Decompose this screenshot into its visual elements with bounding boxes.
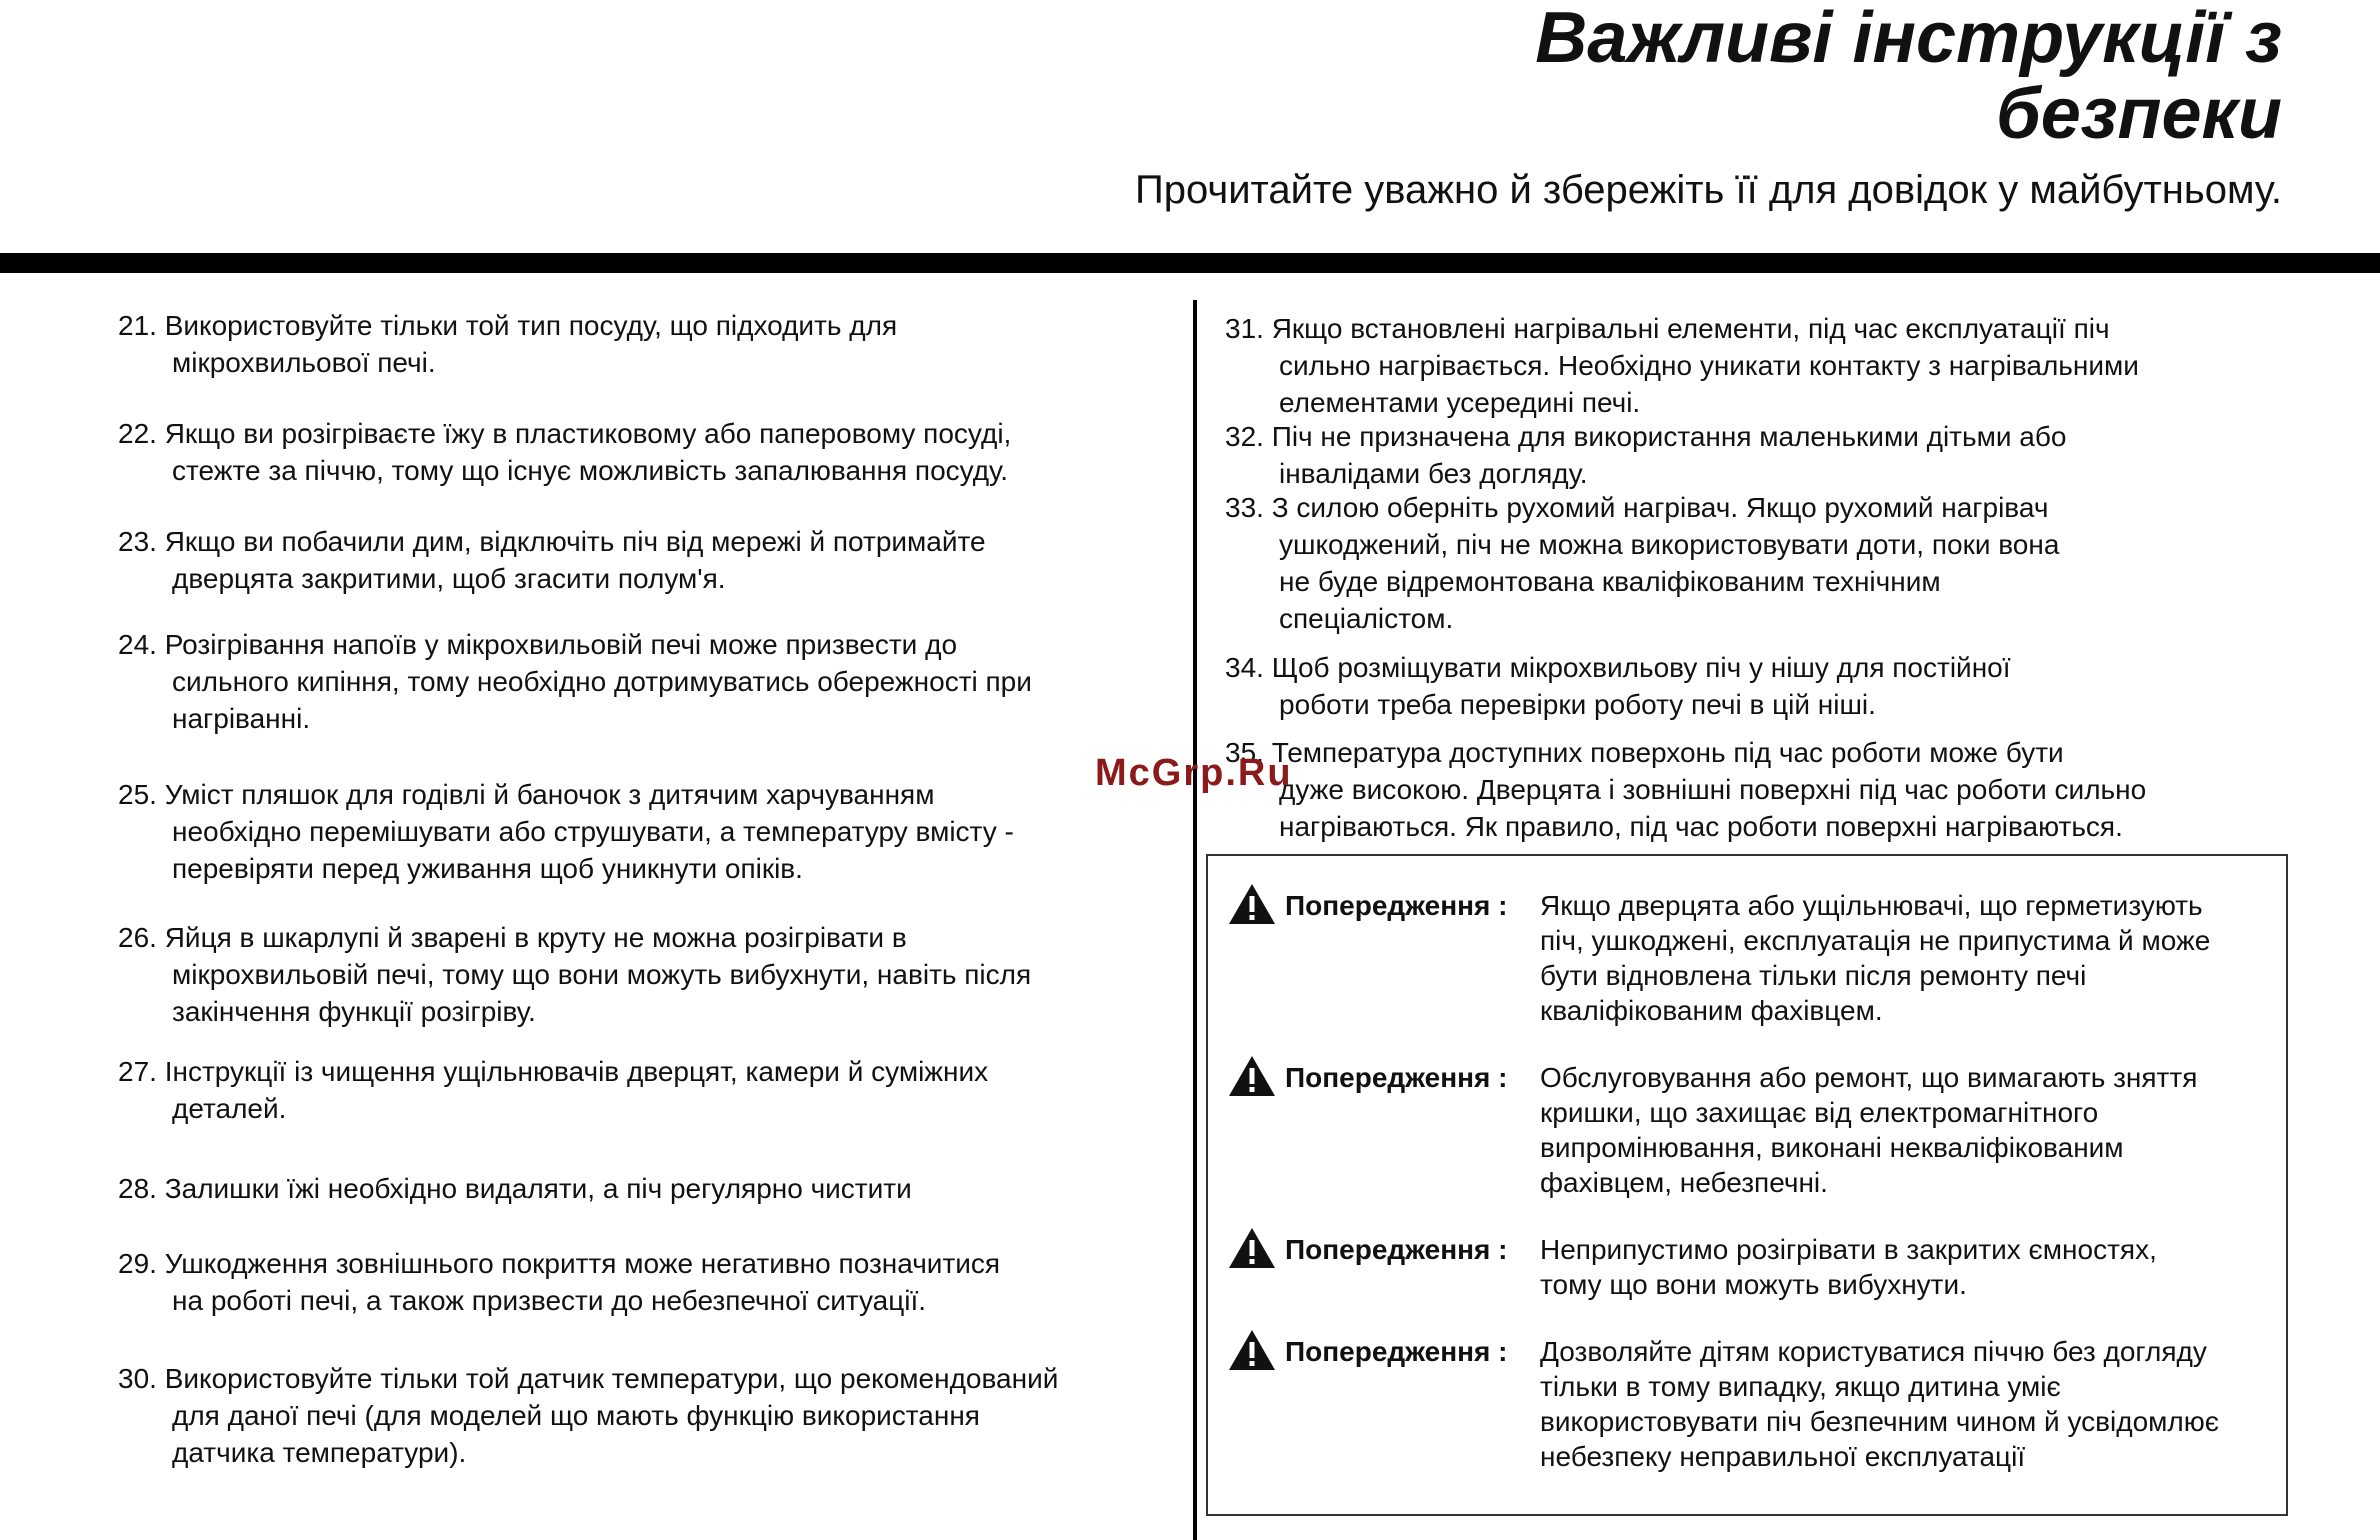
left-list-item [118, 415, 1011, 489]
warning-text [1540, 1060, 2280, 1200]
left-list-item-line: перевіряти перед уживання щоб уникнути опіків. [172, 853, 803, 884]
left-list-item-line: 29. Ушкодження зовнішнього покриття може негативно позначитися [118, 1248, 1001, 1279]
left-list-item-line: датчика температури). [172, 1437, 467, 1468]
warning-text [1540, 888, 2280, 1028]
warning-block [1227, 888, 2287, 1028]
warning-text [1540, 1334, 2280, 1474]
left-list-item-line: деталей. [172, 1093, 287, 1124]
left-list-item [118, 1245, 1000, 1319]
page-title-line-2: безпеки [1996, 74, 2282, 154]
left-list-item-line: на роботі печі, а також призвести до небезпечної ситуації. [172, 1285, 927, 1316]
left-list-item [118, 919, 1031, 1030]
warning-triangle-icon [1227, 882, 1277, 926]
warning-text-line: використовувати піч безпечним чином й усвідомлює [1540, 1406, 2220, 1437]
left-list-item [118, 307, 897, 381]
left-list-item [118, 776, 1014, 887]
left-list-item-line: 28. Залишки їжі необхідно видаляти, а піч регулярно чистити [118, 1173, 912, 1204]
warning-label: Попередження : [1285, 1062, 1508, 1093]
warning-text-line: кришки, що захищає від електромагнітного [1540, 1097, 2099, 1128]
warning-text-line: піч, ушкоджені, експлуатація не припустима й може [1540, 925, 2211, 956]
right-list-item [1225, 649, 2011, 723]
right-list-item-line: ушкоджений, піч не можна використовувати доти, поки вона [1279, 529, 2060, 560]
warning-triangle-icon [1227, 1328, 1277, 1372]
left-list-item-line: мікрохвильової печі. [172, 347, 436, 378]
right-list-item-line: 35. Температура доступних поверхонь під час роботи може бути [1225, 737, 2064, 768]
left-list-item-line: необхідно перемішувати або струшувати, а температуру вмісту - [172, 816, 1014, 847]
warning-label: Попередження : [1285, 1234, 1508, 1265]
left-list-item-line: для даної печі (для моделей що мають функцію використання [172, 1400, 980, 1431]
warning-block [1227, 1060, 2287, 1200]
warning-text-line: кваліфікованим фахівцем. [1540, 995, 1883, 1026]
warning-label: Попередження : [1285, 1336, 1508, 1367]
warning-block [1227, 1232, 2287, 1302]
warning-triangle-icon [1227, 1226, 1277, 1270]
left-list-item [118, 626, 1032, 737]
right-list-item-line: елементами усередині печі. [1279, 387, 1641, 418]
left-list-item-line: 23. Якщо ви побачили дим, відключіть піч від мережі й потримайте [118, 526, 986, 557]
warning-block [1227, 1334, 2287, 1474]
left-list-item [118, 1360, 1058, 1471]
warning-text-line: фахівцем, небезпечні. [1540, 1167, 1828, 1198]
page-title [1182, 0, 2282, 152]
left-list-item-line: мікрохвильовій печі, тому що вони можуть вибухнути, навіть після [172, 959, 1032, 990]
warning-text-line: тому що вони можуть вибухнути. [1540, 1269, 1967, 1300]
right-list-item-line: 33. З силою оберніть рухомий нагрівач. Якщо рухомий нагрівач [1225, 492, 2049, 523]
warning-text-line: бути відновлена тільки після ремонту печі [1540, 960, 2087, 991]
column-divider [1193, 300, 1197, 1540]
left-list-item-line: 22. Якщо ви розігріваєте їжу в пластиковому або паперовому посуді, [118, 418, 1012, 449]
right-list-item [1225, 734, 2146, 845]
left-list-item [118, 1170, 912, 1207]
right-list-item-line: інвалідами без догляду. [1279, 458, 1588, 489]
right-list-item-line: не буде відремонтована кваліфікованим технічним [1279, 566, 1941, 597]
warning-text-line: Неприпустимо розігрівати в закритих ємностях, [1540, 1234, 2157, 1265]
warning-triangle-icon [1227, 1054, 1277, 1098]
right-list-item-line: спеціалістом. [1279, 603, 1454, 634]
right-list-item-line: 34. Щоб розміщувати мікрохвильову піч у нішу для постійної [1225, 652, 2011, 683]
warning-text-line: випромінювання, виконані некваліфікованим [1540, 1132, 2124, 1163]
warning-label: Попередження : [1285, 890, 1508, 921]
left-list-item-line: 21. Використовуйте тільки той тип посуду, що підходить для [118, 310, 898, 341]
right-list-item-line: 31. Якщо встановлені нагрівальні елементи, під час експлуатації піч [1225, 313, 2110, 344]
left-list-item-line: 24. Розігрівання напоїв у мікрохвильовій печі може призвести до [118, 629, 958, 660]
right-list-item-line: сильно нагрівається. Необхідно уникати контакту з нагрівальними [1279, 350, 2139, 381]
right-list-item-line: роботи треба перевірки роботу печі в цій ніші. [1279, 689, 1876, 720]
warning-text-line: Якщо дверцята або ущільнювачі, що герметизують [1540, 890, 2203, 921]
right-list-item [1225, 489, 2059, 637]
left-list-item-line: 25. Уміст пляшок для годівлі й баночок з дитячим харчуванням [118, 779, 935, 810]
warning-text [1540, 1232, 2280, 1302]
left-list-item-line: закінчення функції розігріву. [172, 996, 536, 1027]
watermark: McGrp.Ru [1095, 752, 1293, 794]
left-list-item-line: стежте за піччю, тому що існує можливість запалювання посуду. [172, 455, 1009, 486]
right-list-item-line: нагріваються. Як правило, під час роботи поверхні нагріваються. [1279, 811, 2123, 842]
left-list-item-line: дверцята закритими, щоб згасити полум'я. [172, 563, 726, 594]
warning-text-line: небезпеку неправильної експлуатації [1540, 1441, 2026, 1472]
right-list-item-line: дуже високою. Дверцята і зовнішні поверхні під час роботи сильно [1279, 774, 2147, 805]
left-list-item [118, 1053, 988, 1127]
page-title-line-1: Важливі інструкції з [1535, 0, 2282, 78]
right-list-item [1225, 310, 2139, 421]
left-list-item-line: 27. Інструкції із чищення ущільнювачів дверцят, камери й суміжних [118, 1056, 989, 1087]
left-list-item [118, 523, 986, 597]
left-list-item-line: 26. Яйця в шкарлупі й зварені в круту не можна розігрівати в [118, 922, 907, 953]
right-list-item [1225, 418, 2066, 492]
warning-text-line: Обслуговування або ремонт, що вимагають зняття [1540, 1062, 2198, 1093]
header-rule [0, 253, 2380, 273]
warning-text-line: Дозволяйте дітям користуватися піччю без догляду [1540, 1336, 2207, 1367]
left-list-item-line: 30. Використовуйте тільки той датчик температури, що рекомендований [118, 1363, 1059, 1394]
left-list-item-line: сильного кипіння, тому необхідно дотримуватись обережності при [172, 666, 1032, 697]
right-list-item-line: 32. Піч не призначена для використання маленькими дітьми або [1225, 421, 2067, 452]
warning-text-line: тільки в тому випадку, якщо дитина уміє [1540, 1371, 2061, 1402]
left-list-item-line: нагріванні. [172, 703, 311, 734]
page-subtitle: Прочитайте уважно й збережіть її для довідок у майбутньому. [1134, 168, 2282, 212]
